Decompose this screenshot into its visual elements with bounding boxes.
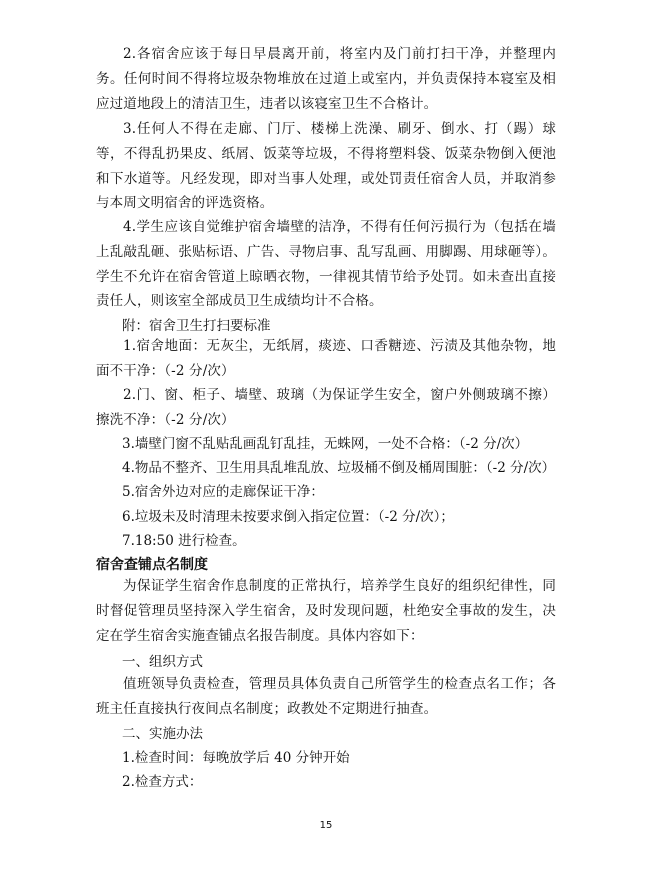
subsection-2-item-1: 1.检查时间：每晚放学后 40 分钟开始 — [122, 750, 350, 766]
appendix-item-6: 6.垃圾未及时清理未按要求倒入指定位置：（-2 分/次）； — [122, 509, 454, 525]
page-number: 15 — [319, 820, 333, 831]
appendix-item-1: 1.宿舍地面：无灰尘，无纸屑，痰迹、口香糖迹、污渍及其他杂物，地面不干净：（-2 分/次） — [96, 338, 556, 379]
appendix-item-7: 7.18:50 进行检查。 — [122, 533, 246, 549]
paragraph-3: 3.任何人不得在走廊、门厅、楼梯上洗澡、刷牙、倒水、打（踢）球等，不得乱扔果皮、纸屑、饭菜等垃圾，不得将塑料袋、饭菜杂物倒入便池和下水道等。凡经发现，即对当事人处理，或处罚责任宿舍人员，并取消参与本周文明宿舍的评选资格。 — [96, 121, 556, 212]
appendix-item-2: 2.门、窗、柜子、墙壁、玻璃（为保证学生安全，窗户外侧玻璃不擦）擦洗不净：（-2 分/次） — [96, 387, 556, 428]
appendix-item-3: 3.墙壁门窗不乱贴乱画乱钉乱挂，无蛛网，一处不合格：（-2 分/次） — [122, 436, 529, 452]
paragraph-2: 2.各宿舍应该于每日早晨离开前，将室内及门前打扫干净，并整理内务。任何时间不得将垃圾杂物堆放在过道上或室内，并负责保持本寝室及相应过道地段上的清洁卫生，违者以该寝室卫生不合格计。 — [96, 46, 556, 112]
appendix-item-5: 5.宿舍外边对应的走廊保证干净： — [122, 484, 324, 500]
appendix-title: 附：宿舍卫生打扫要标准 — [122, 318, 271, 334]
paragraph-4: 4.学生应该自觉维护宿舍墙壁的洁净，不得有任何污损行为（包括在墙上乱敲乱砸、张贴标语、广告、寻物启事、乱写乱画、用脚踢、用球砸等）。学生不允许在宿舍管道上晾晒衣物，一律视其情节给予处罚。如未查出直接责任人，则该室全部成员卫生成绩均计不合格。 — [96, 219, 556, 310]
section-heading: 宿舍查铺点名制度 — [96, 557, 208, 573]
subsection-1-title: 一、组织方式 — [122, 654, 203, 670]
section-intro: 为保证学生宿舍作息制度的正常执行，培养学生良好的组织纪律性，同时督促管理员坚持深入学生宿舍，及时发现问题，杜绝安全事故的发生，决定在学生宿舍实施查铺点名报告制度。具体内容如下： — [96, 578, 556, 644]
subsection-2-title: 二、实施办法 — [122, 726, 203, 742]
subsection-1-text: 值班领导负责检查，管理员具体负责自己所管学生的检查点名工作；各班主任直接执行夜间点名制度；政教处不定期进行抽查。 — [96, 676, 556, 717]
appendix-item-4: 4.物品不整齐、卫生用具乱堆乱放、垃圾桶不倒及桶周围脏：（-2 分/次） — [122, 460, 556, 476]
subsection-2-item-2: 2.检查方式： — [122, 774, 203, 790]
